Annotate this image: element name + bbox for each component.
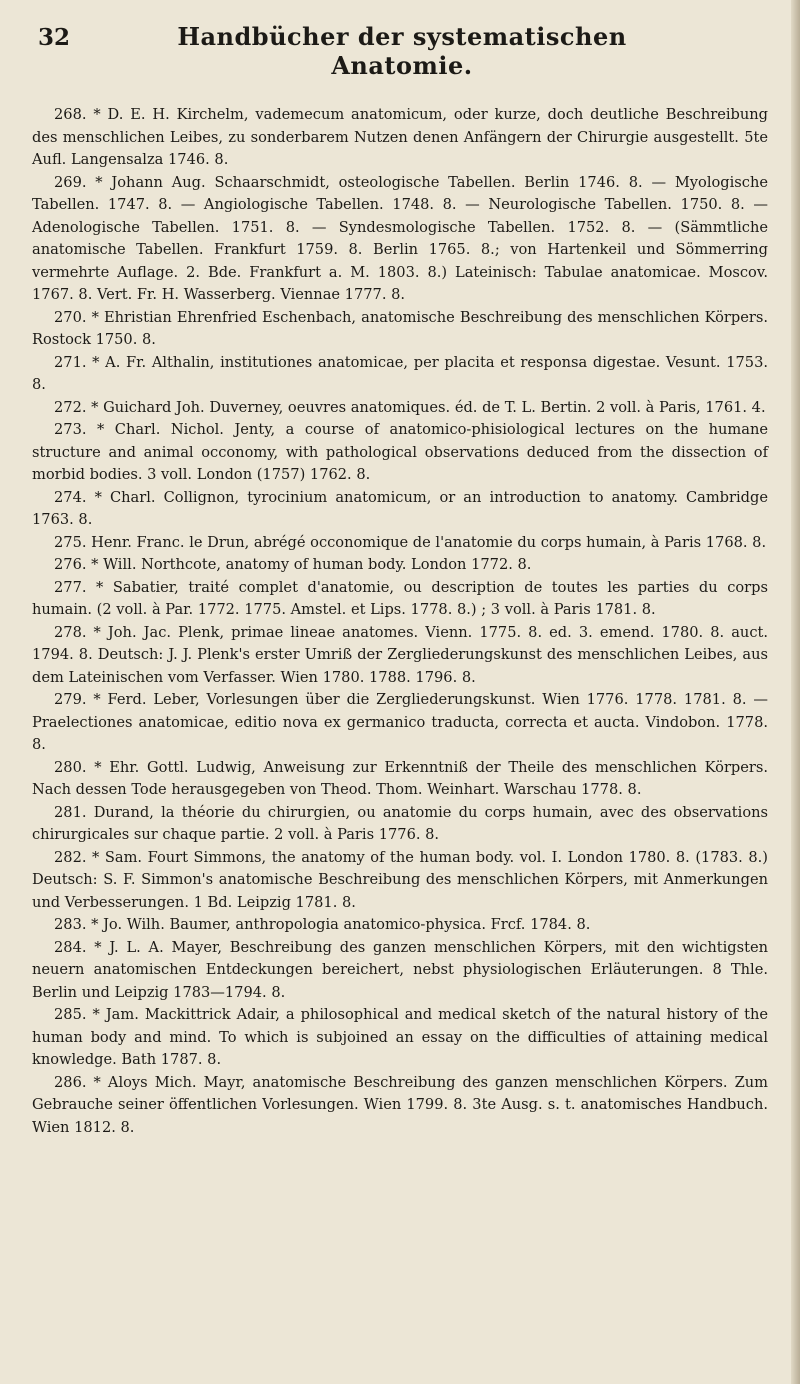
bibliography-entry: 270. * Ehristian Ehrenfried Eschenbach, anatomische Beschreibung des menschlichen Körpers. Rostock 1750. 8. (32, 308, 768, 348)
bibliography-entry: 273. * Charl. Nichol. Jenty, a course of anatomico-phisiological lectures on the humane structure and animal occonomy, with pathological observations deduced from the dissection of morbid bodies. 3 voll. London (1757) 1762. 8. (32, 421, 768, 483)
bibliography-entry: 284. * J. L. A. Mayer, Beschreibung des ganzen menschlichen Körpers, mit den wichtigsten neuern anatomischen Entdeckungen bereichert, nebst physiologischen Erläuterungen. 8 Thle. Berlin und Leipzig 1783—1794. 8. (32, 938, 768, 1001)
bibliography-entry: 268. * D. E. H. Kirchelm, vademecum anatomicum, oder kurze, doch deutliche Beschreibung des menschlichen Leibes, zu sonderbarem Nutzen denen Anfängern der Chirurgie ausgestellt. 5te Aufl. Langensalza 1746. 8. (32, 106, 768, 168)
bibliography-entry: 286. * Aloys Mich. Mayr, anatomische Beschreibung des ganzen menschlichen Körpers. Zum Gebrauche seiner öffentlichen Vorlesungen. Wien 1799. 8. 3te Ausg. s. t. anatomisches Handbuch. Wien 1812. 8. (32, 1073, 768, 1136)
bibliography-entry: 275. Henr. Franc. le Drun, abrégé occonomique de l'anatomie du corps humain, à Paris 1768. 8. (54, 533, 767, 551)
bibliography-entry: 272. * Guichard Joh. Duverney, oeuvres anatomiques. éd. de T. L. Bertin. 2 voll. à Paris, 1761. 4. (54, 398, 766, 416)
bibliography-entry: 277. * Sabatier, traité complet d'anatomie, ou description de toutes les parties du corps humain. (2 voll. à Par. 1772. 1775. Amstel. et Lips. 1778. 8.) ; 3 voll. à Paris 1781. 8. (32, 578, 768, 618)
bibliography-entry: 274. * Charl. Collignon, tyrocinium anatomicum, or an introduction to anatomy. Cambridge 1763. 8. (32, 488, 768, 528)
bibliography-entry: 269. * Johann Aug. Schaarschmidt, osteologische Tabellen. Berlin 1746. 8. — Myologische Tabellen. 1747. 8. — Angiologische Tabellen. 1748. 8. — Neurologische Tabellen. 1750. 8. — Adenologische Tabellen. 1751. 8. — Syndesmologische Tabellen. 1752. 8. — (Sämmtliche anatomische Tabellen. Frankfurt 1759. 8. Berlin 1765. 8.; von Hartenkeil und Sömmerring vermehrte Auflage. 2. Bde. Frankfurt a. M. 1803. 8.) Lateinisch: Tabulae anatomicae. Moscov. 1767. 8. Vert. Fr. H. Wasserberg. Viennae 1777. 8. (32, 173, 768, 303)
bibliography-entry: 279. * Ferd. Leber, Vorlesungen über die Zergliederungskunst. Wien 1776. 1778. 1781. 8. — Praelectiones anatomicae, editio nova ex germanico traducta, correcta et aucta. Vindobon. 1778. 8. (32, 691, 768, 753)
bibliography-entry: 283. * Jo. Wilh. Baumer, anthropologia anatomico-physica. Frcf. 1784. 8. (54, 916, 591, 933)
bibliography-entry: 280. * Ehr. Gottl. Ludwig, Anweisung zur Erkenntniß der Theile des menschlichen Körpers. Nach dessen Tode herausgegeben von Theod. Thom. Weinhart. Warschau 1778. 8. (32, 758, 768, 798)
bibliography-entry: 281. Durand, la théorie du chirurgien, ou anatomie du corps humain, avec des observations chirurgicales sur chaque partie. 2 voll. à Paris 1776. 8. (32, 803, 768, 843)
page-header (38, 22, 766, 80)
bibliography-entry: 282. * Sam. Fourt Simmons, the anatomy of the human body. vol. I. London 1780. 8. (1783. 8.) Deutsch: S. F. Simmon's anatomische Beschreibung des menschlichen Körpers, mit Anmerkungen und Verbesserungen. 1 Bd. Leipzig 1781. 8. (32, 848, 768, 911)
bibliography-entry: 271. * A. Fr. Althalin, institutiones anatomicae, per placita et responsa digestae. Vesunt. 1753. 8. (32, 353, 768, 393)
page-edge-shadow (791, 0, 800, 1384)
bibliography-entry: 276. * Will. Northcote, anatomy of human body. London 1772. 8. (54, 556, 532, 573)
page-number: 32 (38, 24, 71, 51)
bibliography-entry: 278. * Joh. Jac. Plenk, primae lineae anatomes. Vienn. 1775. 8. ed. 3. emend. 1780. 8. auct. 1794. 8. Deutsch: J. J. Plenk's erster Umriß der Zergliederungskunst des menschlichen Leibes, aus dem Lateinischen vom Verfasser. Wien 1780. 1788. 1796. 8. (32, 623, 768, 686)
bibliography-entry: 285. * Jam. Mackittrick Adair, a philosophical and medical sketch of the natural history of the human body and mind. To which is subjoined an essay on the difficulties of attaining medical knowledge. Bath 1787. 8. (32, 1006, 768, 1068)
bibliography-list (32, 104, 768, 1139)
running-title: Handbücher der systematischen Anatomie. (177, 22, 627, 80)
